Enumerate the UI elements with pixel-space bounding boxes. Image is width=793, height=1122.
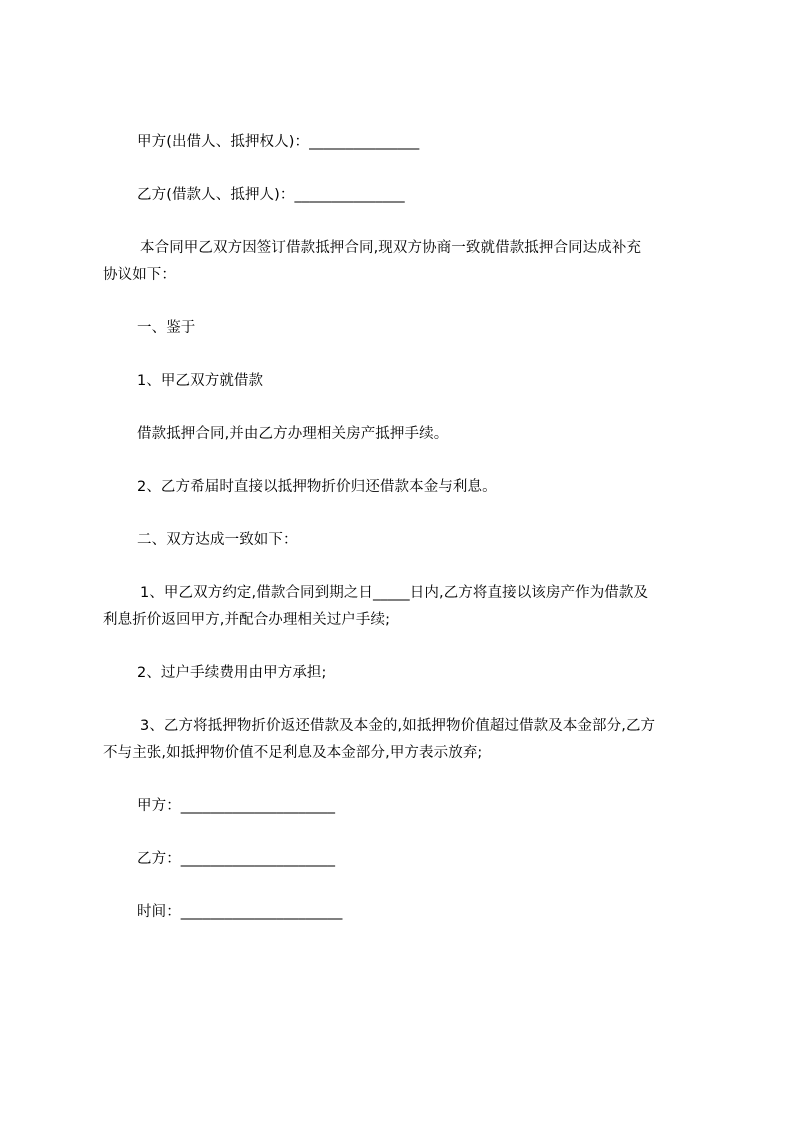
signature-party-a: 甲方：_____________________ [137, 798, 336, 814]
section-2-item-3-line-2: 不与主张,如抵押物价值不足利息及本金部分,甲方表示放弃; [103, 745, 483, 761]
section-1-item-2: 2、乙方希届时直接以抵押物折价归还借款本金与利息。 [137, 479, 497, 495]
section-2-item-1-line-1: 1、甲乙双方约定,借款合同到期之日_____日内,乙方将直接以该房产作为借款及 [140, 585, 649, 601]
section-2-heading: 二、双方达成一致如下： [137, 532, 298, 548]
section-2-item-2: 2、过户手续费用由甲方承担; [137, 665, 327, 681]
section-1-item-1: 1、甲乙双方就借款 [137, 373, 264, 389]
section-2-item-1-line-2: 利息折价返回甲方,并配合办理相关过户手续; [103, 612, 391, 628]
section-1-item-1-continuation: 借款抵押合同,并由乙方办理相关房产抵押手续。 [137, 426, 449, 442]
party-b-line: 乙方(借款人、抵押人)：_______________ [137, 187, 405, 203]
signature-date: 时间：______________________ [137, 904, 343, 920]
intro-line-1: 本合同甲乙双方因签订借款抵押合同,现双方协商一致就借款抵押合同达成补充 [140, 240, 642, 256]
section-2-item-3-line-1: 3、乙方将抵押物折价返还借款及本金的,如抵押物价值超过借款及本金部分,乙方 [140, 718, 656, 734]
signature-party-b: 乙方：_____________________ [137, 851, 336, 867]
section-1-heading: 一、鉴于 [137, 320, 196, 336]
intro-line-2: 协议如下： [103, 267, 176, 283]
party-a-line: 甲方(出借人、抵押权人)：_______________ [137, 134, 420, 150]
